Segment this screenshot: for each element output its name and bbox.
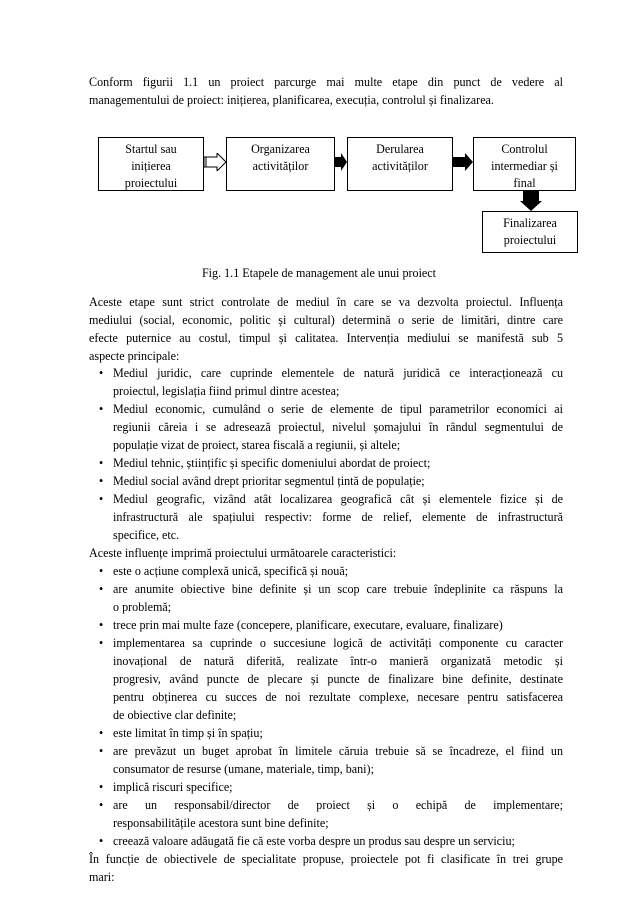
item-line: responsabilitățile acestora sunt bine definite;: [113, 816, 329, 830]
bullet-icon: •: [99, 834, 104, 848]
list-item: [89, 490, 563, 544]
bullet-icon: •: [99, 402, 104, 416]
bullet-icon: •: [99, 726, 104, 740]
diagram-box-execute: [347, 137, 453, 191]
item-line: pentru obținerea cu succes de noi rezultate complexe, necesare pentru satisfacerea: [113, 690, 563, 704]
list-item: [89, 832, 563, 850]
item-line: are anumite obiective bine definite și un scop care trebuie îndeplinite ca răspuns la: [113, 582, 563, 596]
item-line: populație vizat de proiect, starea fiscală a regiunii, și altele;: [113, 438, 401, 452]
item-line: specifice, etc.: [113, 528, 180, 542]
list-item: [89, 634, 563, 724]
bullet-icon: •: [99, 582, 104, 596]
item-line: consumator de resurse (umane, materiale, timp, bani);: [113, 762, 374, 776]
bullet-icon: •: [99, 636, 104, 650]
box-line: activităților: [252, 159, 309, 173]
item-line: regiunii căreia i se adresează proiectul, nivelul șomajului în rândul segmentului de: [113, 420, 563, 434]
list-item: [89, 724, 563, 742]
box-line: activităților: [372, 159, 428, 173]
item-line: Mediul economic, cumulând o serie de elemente de tipul parametrilor economici ai: [113, 402, 563, 416]
item-line: are un responsabil/director de proiect și o echipă de implementare;: [113, 798, 563, 812]
item-line: implementarea sa cuprinde o succesiune logică de activități componente cu caracter: [113, 636, 563, 650]
intro-line: Conform figurii 1.1 un proiect parcurge mai multe etape din punct de vedere al: [89, 75, 563, 89]
bullet-icon: •: [99, 492, 104, 506]
list-item: [89, 580, 563, 616]
context-line: efecte puternice au costul, timpul și calitatea. Intervenția mediului se manifestă sub 5: [89, 331, 563, 345]
figure-caption: Fig. 1.1 Etapele de management ale unui proiect: [201, 266, 437, 280]
context-line: aspecte principale:: [89, 349, 180, 363]
box-line: Startul sau: [125, 142, 177, 156]
list-item: [89, 400, 563, 454]
arrow-right-icon: [335, 153, 347, 171]
item-line: Mediul geografic, vizând atât localizarea geografică cât și elementele fizice și de: [113, 492, 563, 506]
context-line: Aceste etape sunt strict controlate de mediul în care se va dezvolta proiectul. Influența: [89, 295, 563, 309]
item-line: o problemă;: [113, 600, 172, 614]
characteristics-intro: Aceste influențe imprimă proiectului următoarele caracteristici:: [89, 546, 397, 560]
item-line: infrastructură ale spațiului respectiv: forme de relief, elemente de infrastructură: [113, 510, 563, 524]
item-line: de obiective clar definite;: [113, 708, 237, 722]
list-item: [89, 778, 563, 796]
bullet-icon: •: [99, 366, 104, 380]
intro-line: managementului de proiect: inițierea, planificarea, execuția, controlul și finalizarea.: [89, 93, 494, 107]
arrow-down-icon: [520, 191, 542, 211]
item-line: Mediul juridic, care cuprinde elementele de natură juridică ce interacționează cu: [113, 366, 563, 380]
aspects-list: [89, 364, 563, 886]
diagram-box-control: [473, 137, 576, 191]
item-line: proiectul, legislația fiind primul dintre acestea;: [113, 384, 340, 398]
item-line: progresiv, având puncte de plecare și puncte de finalizare bine definite, destinate: [113, 672, 563, 686]
list-item: [89, 364, 563, 400]
item-line: implică riscuri specifice;: [113, 780, 233, 794]
item-line: este o acțiune complexă unică, specifică și nouă;: [113, 564, 349, 578]
box-line: Derularea: [376, 142, 424, 156]
closing-line: mari:: [89, 870, 115, 884]
box-line: proiectului: [124, 176, 178, 190]
bullet-icon: •: [99, 780, 104, 794]
box-line: proiectului: [503, 233, 557, 247]
box-line: intermediar și: [491, 159, 558, 173]
box-line: Organizarea: [251, 142, 310, 156]
bullet-icon: •: [99, 744, 104, 758]
box-line: inițierea: [131, 159, 171, 173]
bullet-icon: •: [99, 456, 104, 470]
bullet-icon: •: [99, 474, 104, 488]
diagram-box-start: [98, 137, 204, 191]
closing-line: În funcție de obiectivele de specialitate propuse, proiectele pot fi clasificate în trei grupe: [89, 852, 563, 866]
list-item: [89, 742, 563, 778]
intro-paragraph: [89, 73, 563, 109]
bullet-icon: •: [99, 564, 104, 578]
item-line: Mediul tehnic, științific și specific domeniului abordat de proiect;: [113, 456, 431, 470]
box-line: Finalizarea: [503, 216, 557, 230]
diagram-box-organize: [226, 137, 335, 191]
arrow-right-icon: [453, 153, 473, 171]
list-item: [89, 796, 563, 832]
item-line: Mediul social având drept prioritar segmentul țintă de populație;: [113, 474, 425, 488]
box-line: final: [513, 176, 536, 190]
item-line: inovațional de natură diferită, realizate într-o manieră organizată metodic și: [113, 654, 563, 668]
list-item: [89, 562, 563, 580]
list-item: [89, 616, 563, 634]
context-line: mediului (social, economic, politic și cultural) determină o serie de limitări, dintre care: [89, 313, 563, 327]
arrow-right-icon: [204, 153, 226, 171]
item-line: este limitat în timp și în spațiu;: [113, 726, 263, 740]
item-line: are prevăzut un buget aprobat în limitele căruia trebuie să se încadreze, el fiind un: [113, 744, 563, 758]
list-item: [89, 454, 563, 472]
bullet-icon: •: [99, 618, 104, 632]
box-line: Controlul: [501, 142, 548, 156]
item-line: trece prin mai multe faze (concepere, planificare, executare, evaluare, finalizare): [113, 618, 503, 632]
diagram-box-finalize: [482, 211, 578, 253]
item-line: creează valoare adăugată fie că este vorba despre un produs sau despre un serviciu;: [113, 834, 515, 848]
bullet-icon: •: [99, 798, 104, 812]
list-item: [89, 472, 563, 490]
context-paragraph: [89, 293, 563, 365]
